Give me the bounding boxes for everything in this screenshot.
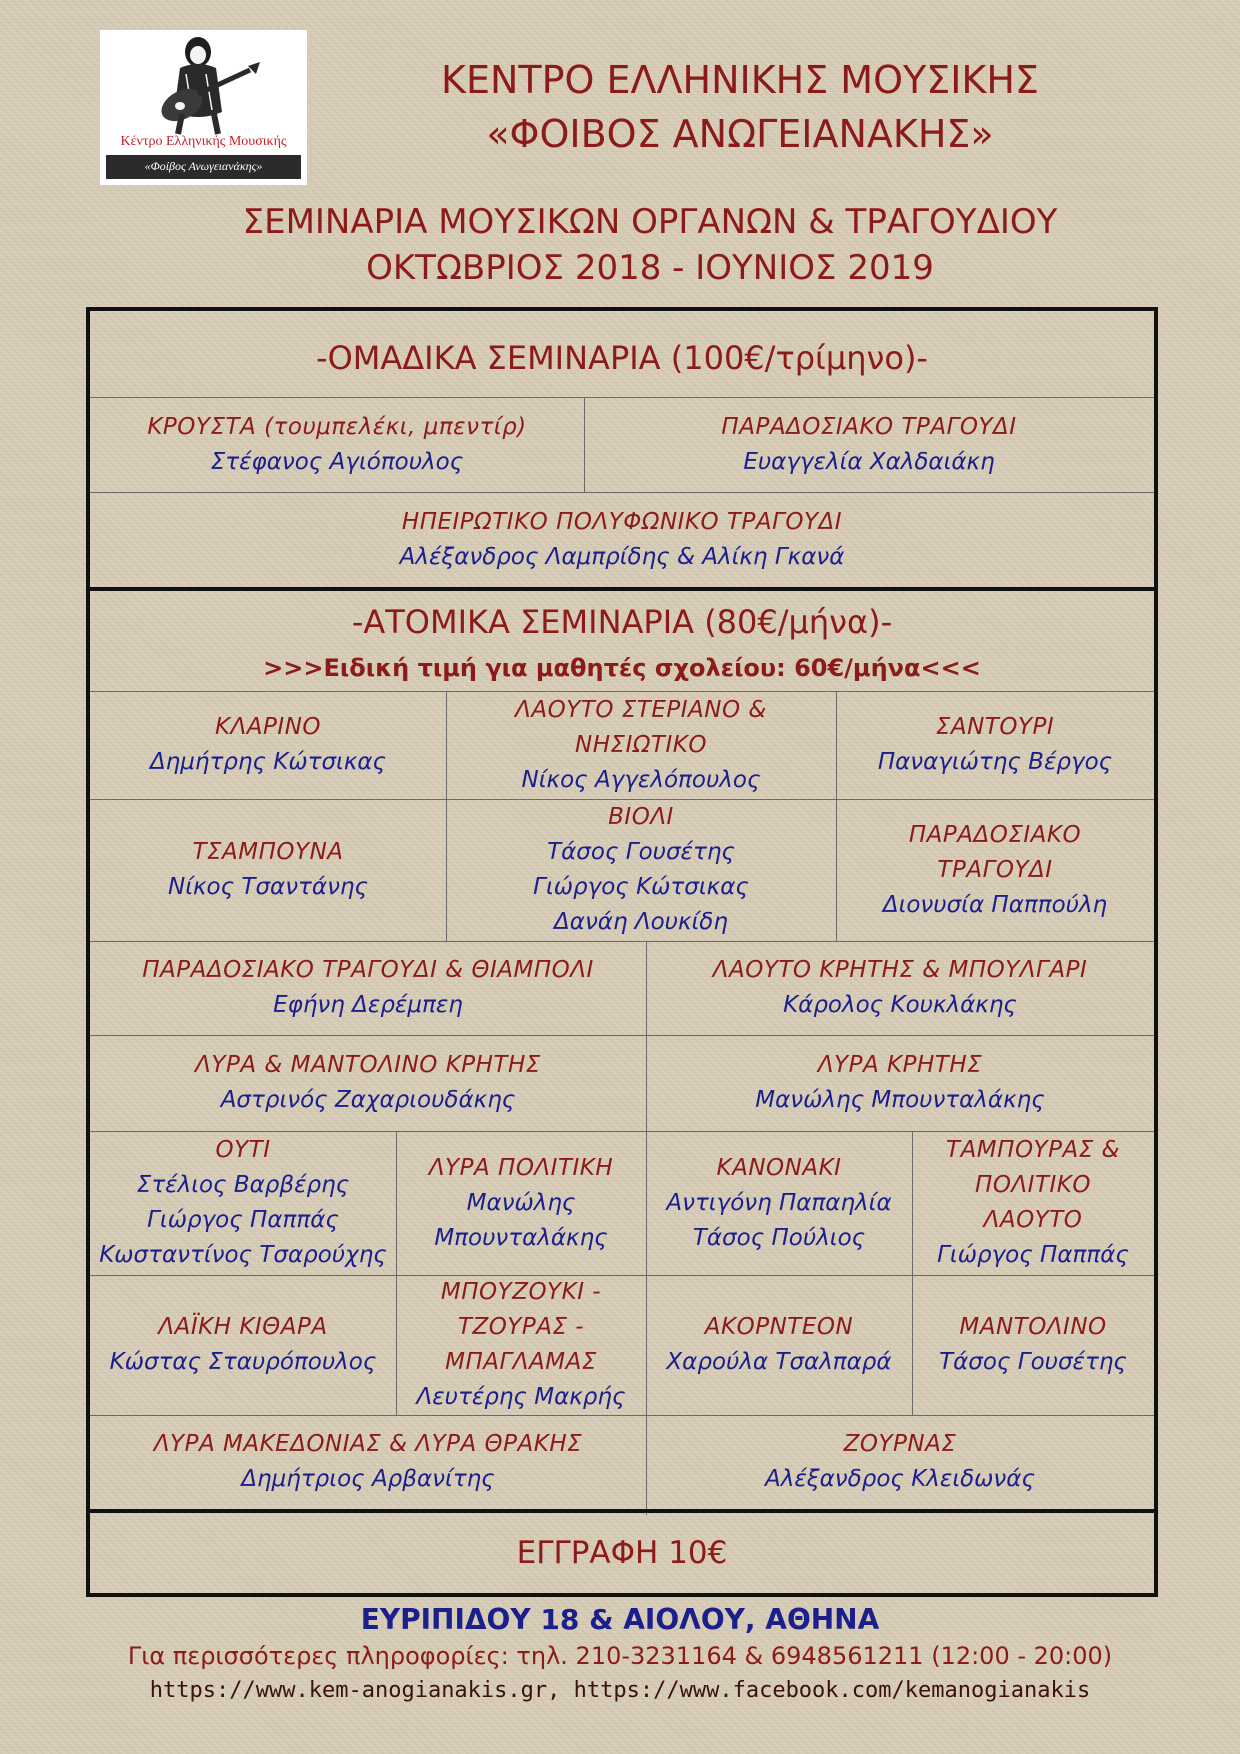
- seminar-title: ΠΟΛΙΤΙΚΟ: [975, 1172, 1091, 1198]
- seminar-title: ΛΥΡΑ ΠΟΛΙΤΙΚΗ: [428, 1154, 614, 1181]
- seminar-teacher: Ευαγγελία Χαλδαιάκη: [743, 448, 995, 475]
- seminar-title: ΛΥΡΑ & ΜΑΝΤΟΛΙΝΟ ΚΡΗΤΗΣ: [195, 1052, 541, 1078]
- address: ΕΥΡΙΠΙΔΟΥ 18 & ΑΙΟΛΟΥ, ΑΘΗΝΑ: [360, 1603, 880, 1636]
- seminar-title: ΠΑΡΑΔΟΣΙΑΚΟ ΤΡΑΓΟΥΔΙ: [721, 413, 1017, 440]
- logo-name: Κέντρο Ελληνικής Μουσικής: [120, 134, 287, 149]
- seminar-teacher: Μπουνταλάκης: [434, 1224, 608, 1251]
- seminar-cell: [396, 1275, 646, 1415]
- seminar-cell: [646, 941, 1154, 1035]
- seminar-title: ΤΣΑΜΠΟΥΝΑ: [192, 839, 344, 865]
- seminar-title: ΒΙΟΛΙ: [608, 804, 674, 830]
- seminar-title: ΜΑΝΤΟΛΙΝΟ: [959, 1314, 1107, 1340]
- seminar-cell: [90, 1415, 646, 1509]
- seminar-teacher: Παναγιώτης Βέργος: [877, 749, 1113, 775]
- seminar-teacher: Δανάη Λουκίδη: [554, 909, 728, 935]
- seminar-cell: [646, 1131, 912, 1275]
- group-section-title: -ΟΜΑΔΙΚΑ ΣΕΜΙΝΑΡΙΑ (100€/τρίμηνο)-: [316, 339, 928, 377]
- seminar-cell: [90, 1131, 396, 1275]
- seminar-teacher: Μανώλης: [466, 1189, 576, 1216]
- seminar-title: ΜΠΟΥΖΟΥΚΙ -: [440, 1279, 602, 1305]
- seminar-title: ΤΑΜΠΟΥΡΑΣ &: [946, 1137, 1120, 1163]
- seminar-teacher: Τάσος Πούλιος: [692, 1224, 866, 1251]
- seminar-title: ΛΥΡΑ ΚΡΗΤΗΣ: [817, 1052, 983, 1078]
- center-name: ΚΕΝΤΡΟ ΕΛΛΗΝΙΚΗΣ ΜΟΥΣΙΚΗΣ: [441, 58, 1039, 102]
- seminar-title: ΛΑΪΚΗ ΚΙΘΑΡΑ: [158, 1314, 328, 1340]
- seminar-cell: [446, 799, 836, 941]
- seminar-teacher: Αλέξανδρος Λαμπρίδης & Αλίκη Γκανά: [399, 543, 845, 570]
- seminar-cell: [90, 1035, 646, 1131]
- group-seminar: [90, 397, 584, 492]
- seminar-cell: [446, 691, 836, 799]
- seminar-title: ΟΥΤΙ: [215, 1137, 271, 1163]
- seminar-teacher: Νίκος Αγγελόπουλος: [521, 766, 761, 793]
- seminars-title: ΣΕΜΙΝΑΡΙΑ ΜΟΥΣΙΚΩΝ ΟΡΓΑΝΩΝ & ΤΡΑΓΟΥΔΙΟΥ: [242, 202, 1058, 242]
- seminar-teacher: Εφήνη Δερέμπεη: [273, 992, 463, 1018]
- seminar-title: ΑΚΟΡΝΤΕΟΝ: [704, 1314, 854, 1340]
- seminar-cell: [90, 1275, 396, 1415]
- seminar-teacher: Διονυσία Παππούλη: [882, 891, 1108, 918]
- contact-info: Για περισσότερες πληροφορίες: τηλ. 210-3231164 & 6948561211 (12:00 - 20:00): [127, 1642, 1113, 1670]
- logo-subtitle: «Φοίβος Ανωγειανάκης»: [144, 159, 263, 173]
- seminar-title: ΖΟΥΡΝΑΣ: [843, 1431, 957, 1457]
- section-divider: [90, 587, 1154, 591]
- group-seminar: [584, 397, 1154, 492]
- seminar-cell: [90, 799, 446, 941]
- section-divider: [90, 1509, 1154, 1513]
- seminar-teacher: Αστρινός Ζαχαριουδάκης: [220, 1087, 516, 1113]
- seminars-period: ΟΚΤΩΒΡΙΟΣ 2018 - ΙΟΥΝΙΟΣ 2019: [366, 248, 934, 288]
- seminar-cell: [646, 1035, 1154, 1131]
- seminar-title: ΤΖΟΥΡΑΣ -: [457, 1314, 585, 1340]
- seminar-cell: [912, 1275, 1154, 1415]
- seminar-teacher: Γιώργος Παππάς: [937, 1242, 1129, 1268]
- seminar-title: ΝΗΣΙΩΤΙΚΟ: [575, 731, 707, 758]
- seminar-cell: [396, 1131, 646, 1275]
- seminar-teacher: Κώστας Σταυρόπουλος: [109, 1349, 377, 1375]
- seminar-teacher: Τάσος Γουσέτης: [547, 839, 735, 865]
- seminar-teacher: Μανώλης Μπουνταλάκης: [755, 1087, 1045, 1113]
- seminar-teacher: Χαρούλα Τσαλπαρά: [666, 1349, 892, 1375]
- seminar-teacher: Αντιγόνη Παπαηλία: [666, 1189, 892, 1216]
- seminar-title: ΛΥΡΑ ΜΑΚΕΔΟΝΙΑΣ & ΛΥΡΑ ΘΡΑΚΗΣ: [153, 1431, 583, 1457]
- seminar-cell: [90, 691, 446, 799]
- seminar-title: ΤΡΑΓΟΥΔΙ: [937, 856, 1053, 883]
- seminar-title: ΚΑΝΟΝΑΚΙ: [716, 1154, 842, 1181]
- seminar-teacher: Νίκος Τσαντάνης: [168, 874, 368, 900]
- seminar-teacher: Λευτέρης Μακρής: [416, 1384, 626, 1410]
- seminar-teacher: Τάσος Γουσέτης: [939, 1349, 1127, 1375]
- seminar-title: ΚΛΑΡΙΝΟ: [214, 714, 321, 740]
- seminar-cell: [90, 941, 646, 1035]
- individual-section-title: -ΑΤΟΜΙΚΑ ΣΕΜΙΝΑΡΙΑ (80€/μήνα)-: [351, 603, 893, 641]
- seminar-title: ΠΑΡΑΔΟΣΙΑΚΟ: [908, 821, 1082, 848]
- seminar-cell: [912, 1131, 1154, 1275]
- seminar-title: ΗΠΕΙΡΩΤΙΚΟ ΠΟΛΥΦΩΝΙΚΟ ΤΡΑΓΟΥΔΙ: [401, 508, 843, 535]
- seminar-cell: [836, 691, 1154, 799]
- seminar-teacher: Στέλιος Βαρβέρης: [136, 1172, 350, 1198]
- group-seminar: [90, 492, 1154, 587]
- seminar-title: ΣΑΝΤΟΥΡΙ: [935, 714, 1055, 740]
- seminar-teacher: Κάρολος Κουκλάκης: [783, 992, 1017, 1018]
- registration-fee: ΕΓΓΡΑΦΗ 10€: [516, 1535, 728, 1571]
- seminar-cell: [836, 799, 1154, 941]
- seminar-teacher: Γιώργος Κώτσικας: [533, 874, 749, 900]
- seminar-title: ΚΡΟΥΣΤΑ (τουμπελέκι, μπεντίρ): [147, 413, 527, 440]
- seminar-teacher: Δημήτριος Αρβανίτης: [241, 1466, 495, 1492]
- seminar-teacher: Αλέξανδρος Κλειδωνάς: [765, 1466, 1035, 1492]
- seminar-title: ΛΑΟΥΤΟ: [983, 1207, 1083, 1233]
- seminar-title: ΛΑΟΥΤΟ ΣΤΕΡΙΑΝΟ &: [515, 696, 767, 723]
- student-price-note: >>>Ειδική τιμή για μαθητές σχολείου: 60€/μήνα<<<: [263, 654, 981, 682]
- seminar-title: ΜΠΑΓΛΑΜΑΣ: [445, 1349, 597, 1375]
- seminar-title: ΠΑΡΑΔΟΣΙΑΚΟ ΤΡΑΓΟΥΔΙ & ΘΙΑΜΠΟΛΙ: [142, 957, 594, 983]
- seminar-cell: [646, 1275, 912, 1415]
- seminar-teacher: Κωσταντίνος Τσαρούχης: [99, 1242, 387, 1268]
- seminar-teacher: Στέφανος Αγιόπουλος: [210, 448, 464, 475]
- logo: [100, 30, 307, 185]
- seminar-title: ΛΑΟΥΤΟ ΚΡΗΤΗΣ & ΜΠΟΥΛΓΑΡΙ: [712, 957, 1088, 983]
- seminar-teacher: Γιώργος Παππάς: [147, 1207, 339, 1233]
- center-subname: «ΦΟΙΒΟΣ ΑΝΩΓΕΙΑΝΑΚΗΣ»: [486, 112, 994, 156]
- website-links[interactable]: https://www.kem-anogianakis.gr, https://www.facebook.com/kemanogianakis: [149, 1678, 1091, 1703]
- seminars-table: [86, 307, 1158, 1597]
- seminar-cell: [646, 1415, 1154, 1509]
- seminar-teacher: Δημήτρης Κώτσικας: [149, 749, 387, 775]
- lute-player-icon: [100, 30, 307, 140]
